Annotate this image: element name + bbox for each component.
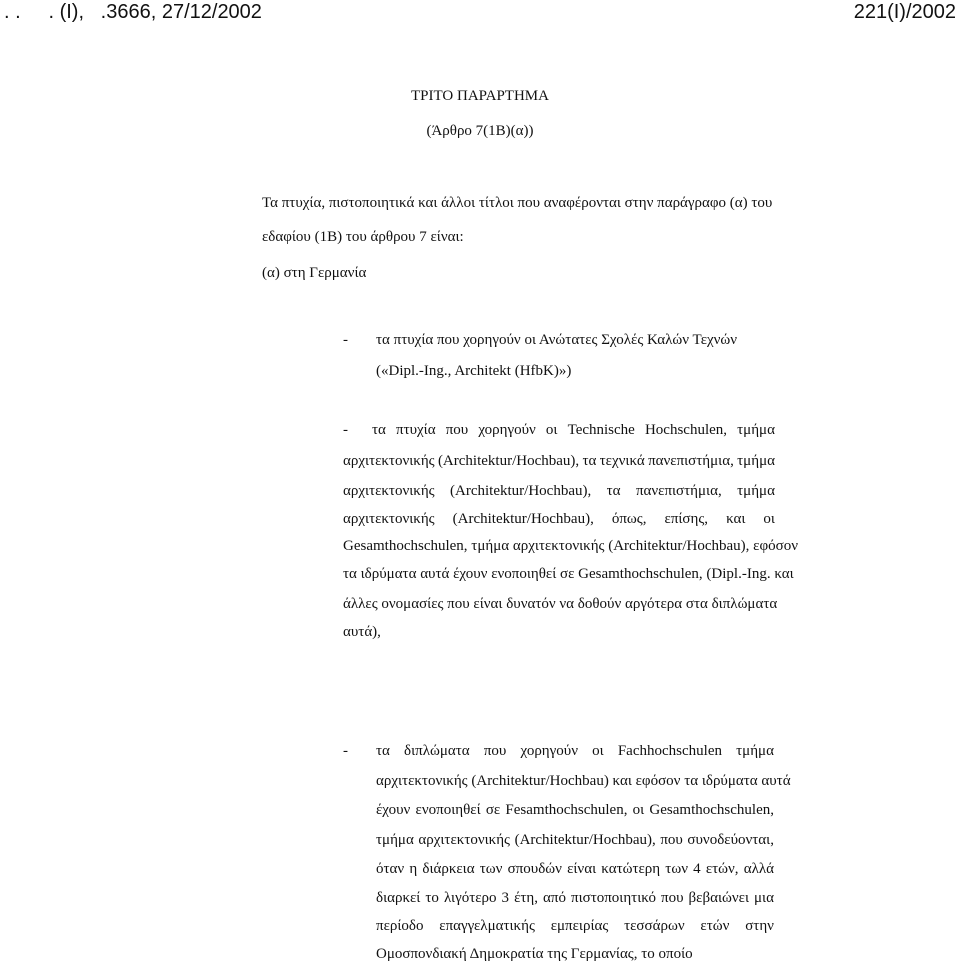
- word: μια: [754, 890, 774, 906]
- word: πιστοποιητικό: [571, 890, 656, 906]
- word: (Architektur/Hochbau),: [452, 511, 594, 527]
- item3-line-4: [376, 830, 774, 850]
- word: αρχιτεκτονικής: [343, 511, 435, 527]
- word: των: [665, 861, 688, 877]
- word: Hochschulen,: [644, 422, 728, 438]
- word: τα: [372, 422, 386, 438]
- intro-line-2: εδαφίου (1Β) του άρθρου 7 είναι:: [262, 229, 464, 245]
- word: που: [661, 890, 684, 906]
- item2-line-5: Gesamthochschulen, τμήμα αρχιτεκτονικής (Architektur/Hochbau), εφόσον: [343, 538, 798, 554]
- word: βεβαιώνει: [688, 890, 749, 906]
- item3-line-5: [376, 859, 774, 879]
- word: που: [483, 743, 507, 759]
- word: έχουν: [376, 802, 411, 818]
- word: χορηγούν: [520, 743, 578, 759]
- intro-line-1: Τα πτυχία, πιστοποιητικά και άλλοι τίτλοι που αναφέρονται στην παράγραφο (α) του: [262, 195, 773, 211]
- header-page-number: 221(I)/2002: [853, 1, 956, 23]
- item3-dash: -: [343, 743, 348, 759]
- country-heading: (α) στη Γερμανία: [262, 265, 367, 281]
- item3-line-3: [376, 800, 774, 820]
- item3-line-6: [376, 888, 774, 908]
- word: διάρκεια: [422, 861, 475, 877]
- word: Technische: [567, 422, 635, 438]
- item2-line-8: αυτά),: [343, 624, 381, 640]
- annex-title: ΤΡΙΤΟ ΠΑΡΑΡΤΗΜΑ: [411, 88, 549, 104]
- item2-line-6: τα ιδρύματα αυτά έχουν ενοποιηθεί σε Gesamthochschulen, (Dipl.-Ing. και: [343, 566, 794, 582]
- word: (Architektur/Hochbau),: [450, 483, 592, 499]
- word: εμπειρίας: [550, 918, 609, 934]
- word: 3: [501, 890, 510, 906]
- word: οι: [545, 422, 558, 438]
- word: κατώτερη: [601, 861, 661, 877]
- word: περίοδο: [376, 918, 424, 934]
- word: πτυχία: [396, 422, 436, 438]
- word: ετών,: [705, 861, 739, 877]
- word: οι: [763, 511, 775, 527]
- header-left-text: . . . (I), .3666, 27/12/2002: [4, 1, 262, 23]
- word: τα: [582, 453, 597, 469]
- item2-line-2: [343, 451, 775, 471]
- word: αρχιτεκτονικής: [343, 453, 435, 469]
- word: των: [479, 861, 503, 877]
- word: που: [660, 832, 683, 848]
- word: σε: [485, 802, 501, 818]
- word: λιγότερο: [443, 890, 497, 906]
- word: επαγγελματικής: [439, 918, 535, 934]
- word: (Architektur/Hochbau),: [437, 453, 580, 469]
- word: τεχνικά: [599, 453, 645, 469]
- item2-line-1: [372, 420, 775, 440]
- word: αρχιτεκτονικής: [418, 832, 511, 848]
- word: το: [425, 890, 439, 906]
- item2-line-3: [343, 481, 775, 501]
- item3-line-8: Ομοσπονδιακή Δημοκρατία της Γερμανίας, το οποίο: [376, 946, 693, 962]
- word: είναι: [567, 861, 597, 877]
- word: ενοποιηθεί: [415, 802, 481, 818]
- item3-line-7: [376, 916, 774, 936]
- word: όπως,: [611, 511, 647, 527]
- item2-line-4: [343, 509, 775, 529]
- word: (Architektur/Hochbau),: [514, 832, 656, 848]
- word: στην: [745, 918, 774, 934]
- word: συνοδεύονται,: [687, 832, 774, 848]
- annex-subtitle: (Άρθρο 7(1Β)(α)): [426, 123, 534, 139]
- word: Fachhochschulen: [617, 743, 722, 759]
- word: πανεπιστήμια,: [635, 483, 722, 499]
- word: τμήμα: [737, 422, 775, 438]
- word: τμήμα: [737, 483, 775, 499]
- word: η: [409, 861, 418, 877]
- word: τεσσάρων: [624, 918, 685, 934]
- word: αρχιτεκτονικής: [343, 483, 435, 499]
- word: διπλώματα: [404, 743, 470, 759]
- item2-line-7: άλλες ονομασίες που είναι δυνατόν να δοθούν αργότερα στα διπλώματα: [343, 596, 778, 612]
- item3-line-1: [376, 741, 774, 761]
- word: τμήμα: [737, 453, 775, 469]
- word: οι: [632, 802, 645, 818]
- word: πανεπιστήμια,: [648, 453, 734, 469]
- word: από: [543, 890, 566, 906]
- word: χορηγούν: [478, 422, 536, 438]
- word: και: [726, 511, 746, 527]
- word: σπουδών: [507, 861, 562, 877]
- item1-line-2: («Dipl.-Ing., Architekt (HfbK)»): [376, 363, 572, 379]
- word: έτη,: [514, 890, 538, 906]
- word: αλλά: [743, 861, 774, 877]
- word: που: [445, 422, 469, 438]
- word: Fesamthochschulen,: [505, 802, 628, 818]
- word: 4: [693, 861, 701, 877]
- word: διαρκεί: [376, 890, 421, 906]
- word: τα: [606, 483, 621, 499]
- word: τμήμα: [376, 832, 414, 848]
- word: επίσης,: [664, 511, 709, 527]
- item1-dash: -: [343, 332, 348, 348]
- word: τμήμα: [736, 743, 774, 759]
- word: οι: [592, 743, 604, 759]
- word: τα: [376, 743, 390, 759]
- item3-line-2: αρχιτεκτονικής (Architektur/Hochbau) και εφόσον τα ιδρύματα αυτά: [376, 773, 791, 789]
- word: όταν: [376, 861, 405, 877]
- item2-dash: -: [343, 422, 348, 438]
- item1-line-1: τα πτυχία που χορηγούν οι Ανώτατες Σχολές Καλών Τεχνών: [376, 332, 738, 348]
- word: Gesamthochschulen,: [649, 802, 774, 818]
- word: ετών: [700, 918, 730, 934]
